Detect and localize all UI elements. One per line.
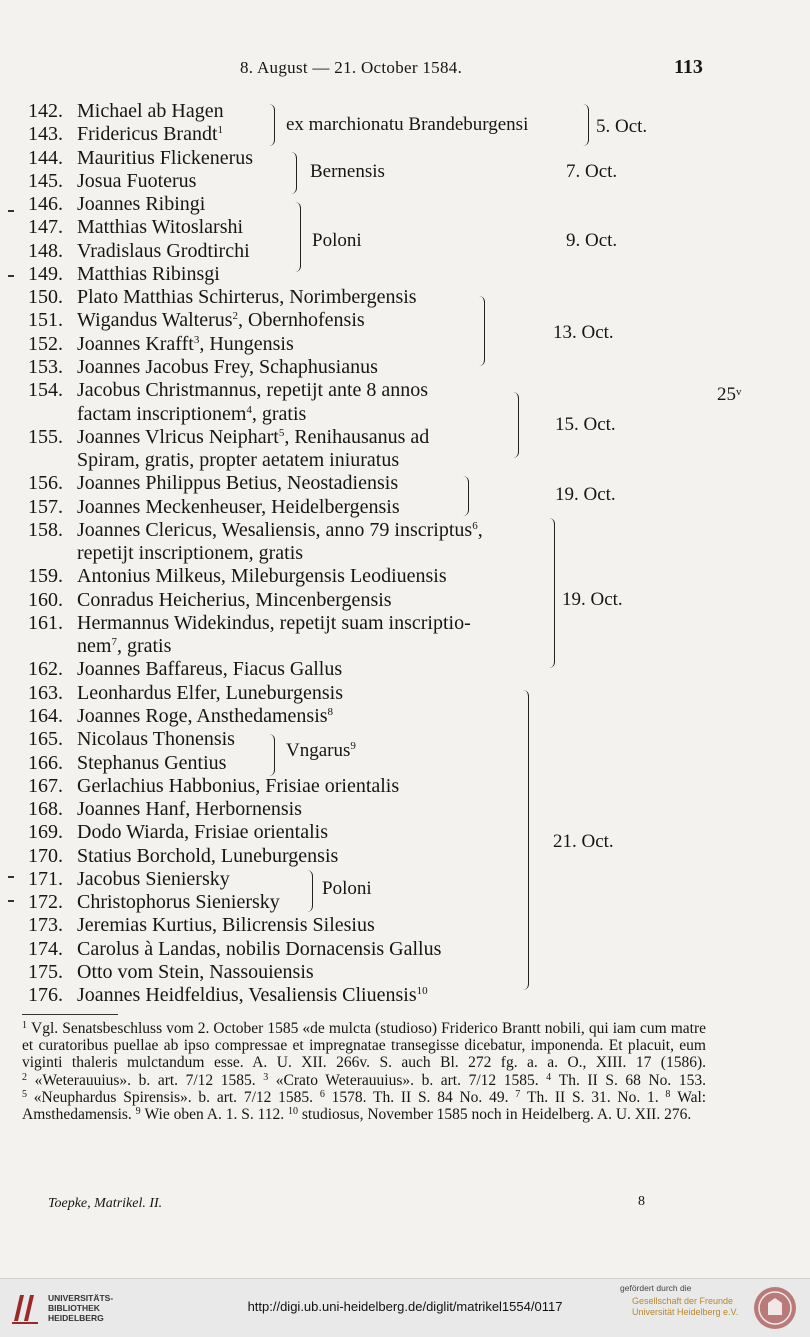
date-6: 19. Oct.	[555, 484, 616, 505]
entry-origin: , Obernhofensis	[238, 309, 365, 332]
entry-text	[77, 868, 230, 891]
footnote-number: 7	[515, 1088, 521, 1100]
entry-text	[77, 379, 428, 402]
brace-poloni-1	[292, 202, 301, 272]
entry-origin: , gratis	[251, 402, 307, 425]
entry-number: 164.	[28, 705, 63, 728]
footnote-number: 4	[546, 1071, 552, 1083]
entry-text	[77, 798, 302, 821]
entry-number: 168.	[28, 798, 63, 821]
brace-vngarus	[266, 734, 275, 776]
entry-name: Antonius Milkeus, Mileburgensis Leodiuensis	[77, 565, 447, 588]
library-name-line: BIBLIOTHEK	[48, 1303, 100, 1313]
footnote-text: «Neuphardus Spirensis». b. art. 7/12 1585.	[33, 1088, 314, 1106]
entry-text	[77, 984, 428, 1007]
footnote-ref: 10	[416, 985, 428, 998]
entry-text	[77, 216, 243, 239]
footnote-text: Wal: Amsthedamensis.	[22, 1088, 707, 1124]
margin-mark	[8, 210, 14, 212]
entry-name: Hermannus Widekindus, repetijt suam inscriptio-	[77, 611, 471, 634]
footnote-number: 6	[319, 1088, 325, 1100]
footnote-text: «Weterauuius». b. art. 7/12 1585.	[34, 1071, 256, 1089]
footnote-rule	[22, 1014, 118, 1015]
group-label-bernensis: Bernensis	[310, 161, 385, 182]
entry-name: Stephanus Gentius	[77, 751, 227, 774]
date-5: 15. Oct.	[555, 414, 616, 435]
entry-number: 161.	[28, 611, 63, 634]
entry-text	[77, 961, 314, 984]
entry-number: 163.	[28, 681, 63, 704]
entry-name: Otto vom Stein, Nassouiensis	[77, 960, 314, 983]
entry-number: 143.	[28, 123, 63, 146]
entry-text	[77, 914, 375, 937]
entry-text	[77, 309, 365, 332]
entry-number: 148.	[28, 239, 63, 262]
entry-number: 145.	[28, 169, 63, 192]
entry-number: 156.	[28, 472, 63, 495]
footnotes	[22, 1020, 706, 1123]
entry-name: Joannes Krafft	[77, 332, 194, 355]
entry-origin: ,	[477, 518, 483, 541]
entry-name: repetijt inscriptionem, gratis	[77, 542, 304, 565]
footnote-text: 1578. Th. II S. 84 No. 49.	[331, 1088, 509, 1106]
sponsor-name	[632, 1296, 738, 1318]
entry-number: 176.	[28, 984, 63, 1007]
footnote-text: Vgl. Senatsbeschluss vom 2. October 1585 «de mulcta (studioso) Friderico Brantt nobili, qui iam cum matre et curatoribus puellae ab ipso compressae et impregnatae transegisse dicebatur, imponenda. Et placuit, eum viginti thaleris mulctandum esse. A. U. XII. 266v. S. auch Bl. 272 fg. a. a. O., XIII. 17 (1586).	[22, 1020, 706, 1072]
entry-number: 153.	[28, 355, 63, 378]
entry-name: Joannes Heidfeldius, Vesaliensis Cliuensis	[77, 984, 417, 1007]
entry-text	[77, 565, 447, 588]
footnote-ref: 4	[246, 403, 252, 416]
footnote-text: Wie oben A. 1. S. 112.	[144, 1106, 285, 1124]
entry-origin: , Renihausanus ad	[284, 425, 430, 448]
entry-name: Christophorus Sieniersky	[77, 891, 280, 914]
margin-folio-number: 25	[717, 384, 736, 405]
permalink-url[interactable]: http://digi.ub.uni-heidelberg.de/diglit/matrikel1554/0117	[247, 1299, 563, 1314]
page-number: 113	[674, 56, 703, 78]
entry-name: Fridericus Brandt	[77, 123, 218, 146]
running-head-title: 8. August — 21. October 1584.	[240, 58, 463, 77]
entry-number: 149.	[28, 262, 63, 285]
footnote-ref: 7	[111, 636, 117, 649]
entry-text	[77, 100, 224, 123]
entry-name: Michael ab Hagen	[77, 100, 224, 122]
vngarus-footnote-mark: 9	[350, 740, 356, 752]
entry-text	[77, 891, 280, 914]
footnote-number: 3	[263, 1071, 269, 1083]
footnote-paragraph	[22, 1020, 706, 1123]
entry-text	[77, 449, 399, 472]
footnote-text: Th. II S. 31. No. 1.	[527, 1088, 659, 1106]
entry-name: Jacobus Christmannus, repetijt ante 8 annos	[77, 379, 429, 402]
footnote-ref: 3	[193, 333, 200, 346]
brace-15-oct	[510, 392, 519, 458]
entry-origin: , gratis	[116, 635, 172, 658]
entry-name: Matthias Witoslarshi	[77, 216, 244, 239]
entry-name: Joannes Vlricus Neiphart	[77, 425, 279, 448]
date-2: 7. Oct.	[566, 161, 618, 182]
date-7: 19. Oct.	[562, 589, 623, 610]
footnote-ref: 6	[472, 519, 478, 532]
entry-text	[77, 170, 196, 193]
brace-19-oct-a	[460, 476, 469, 516]
brace-19-oct-b	[546, 518, 555, 668]
brace-21-oct	[520, 690, 529, 990]
entry-number: 160.	[28, 588, 63, 611]
entry-text	[77, 612, 471, 635]
entry-name: Joannes Clericus, Wesaliensis, anno 79 inscriptus	[77, 518, 473, 541]
entry-origin: , Hungensis	[199, 332, 294, 355]
entry-number: 171.	[28, 867, 63, 890]
entry-text	[77, 775, 399, 798]
entry-number: 174.	[28, 937, 63, 960]
entry-name: factam inscriptionem	[77, 402, 247, 425]
entry-text	[77, 240, 250, 263]
entry-name: Joannes Ribingi	[77, 193, 206, 216]
margin-mark	[8, 900, 14, 902]
group-label-poloni-2: Poloni	[322, 878, 372, 899]
brace-poloni-2	[304, 870, 313, 912]
brace-brandeburg-outer	[580, 104, 589, 146]
entry-text	[77, 845, 338, 868]
entry-name: Statius Borchold, Luneburgensis	[77, 844, 339, 867]
entry-text	[77, 472, 398, 495]
entry-number: 142.	[28, 100, 63, 122]
group-label-vngarus	[286, 740, 356, 762]
entry-name: Leonhardus Elfer, Luneburgensis	[77, 681, 343, 704]
entry-name: Plato Matthias Schirterus, Norimbergensis	[77, 286, 417, 309]
entry-text	[77, 682, 343, 705]
entry-text	[77, 658, 342, 681]
entry-number: 173.	[28, 914, 63, 937]
footnote-number: 9	[135, 1106, 141, 1118]
entry-name: Gerlachius Habbonius, Frisiae orientalis	[77, 774, 400, 797]
footnote-ref: 1	[217, 124, 224, 137]
entry-text	[77, 635, 171, 658]
entry-name: Conradus Heicherius, Mincenbergensis	[77, 588, 392, 611]
sponsor-name-line: Universität Heidelberg e.V.	[632, 1307, 739, 1317]
margin-folio-sup: v	[736, 386, 742, 398]
footnote-number: 8	[665, 1088, 671, 1100]
entry-number: 151.	[28, 309, 63, 332]
entry-name: Vradislaus Grodtirchi	[77, 239, 250, 262]
signature-line: Toepke, Matrikel. II.	[48, 1196, 163, 1211]
entry-name: Mauritius Flickenerus	[77, 146, 254, 169]
footnote-text: studiosus, November 1585 noch in Heidelberg. A. U. XII. 276.	[301, 1106, 692, 1124]
entry-text	[77, 542, 303, 565]
entry-number: 162.	[28, 658, 63, 681]
entry-text	[77, 519, 483, 542]
entry-number: 170.	[28, 844, 63, 867]
vngarus-text: Vngarus	[286, 740, 351, 761]
footnote-ref: 8	[327, 706, 334, 719]
entry-name: Wigandus Walterus	[77, 309, 233, 332]
entry-text	[77, 403, 306, 426]
brace-13-oct	[476, 296, 485, 366]
footnote-number: 10	[288, 1106, 298, 1118]
entry-number: 154.	[28, 379, 63, 402]
entry-number: 166.	[28, 751, 63, 774]
date-8: 21. Oct.	[553, 831, 614, 852]
entry-number: 165.	[28, 728, 63, 751]
group-label-poloni-1: Poloni	[312, 230, 362, 251]
entry-name: Joannes Roge, Ansthedamensis	[77, 705, 328, 728]
entry-name: Jacobus Sieniersky	[77, 867, 230, 890]
entry-text	[77, 938, 441, 961]
footnote-number: 5	[22, 1088, 27, 1100]
entry-number: 175.	[28, 960, 63, 983]
brace-brandeburg	[266, 104, 275, 146]
footnote-ref: 5	[278, 426, 285, 439]
entry-text	[77, 496, 400, 519]
entry-name: Carolus à Landas, nobilis Dornacensis Gallus	[77, 937, 442, 960]
entry-number: 157.	[28, 495, 63, 518]
footnote-text: «Crato Weterauuius». b. art. 7/12 1585.	[275, 1071, 539, 1089]
footnote-text: Th. II S. 68 No. 153.	[558, 1071, 706, 1089]
brace-bernensis	[288, 152, 297, 194]
entry-name: Joannes Baffareus, Fiacus Gallus	[77, 658, 343, 681]
library-name-line: UNIVERSITÄTS-	[48, 1293, 114, 1303]
entry-text	[77, 356, 378, 379]
entry-text	[77, 705, 333, 728]
viewer-footer	[0, 1278, 810, 1337]
sponsor-name-line: Gesellschaft der Freunde	[632, 1296, 734, 1306]
footnote-number: 2	[22, 1071, 27, 1083]
entry-number: 155.	[28, 425, 63, 448]
entry-name: Joannes Hanf, Herbornensis	[77, 798, 302, 821]
margin-folio-note	[717, 384, 742, 406]
date-4: 13. Oct.	[553, 322, 614, 343]
entry-number: 158.	[28, 518, 63, 541]
entry-name: nem	[77, 635, 112, 658]
entry-text	[77, 728, 235, 751]
entry-text	[77, 589, 392, 612]
entry-number: 169.	[28, 821, 63, 844]
entry-number: 152.	[28, 332, 63, 355]
entry-text	[77, 752, 226, 775]
entry-number: 150.	[28, 286, 63, 309]
sponsor-seal-icon	[752, 1285, 798, 1331]
group-label-brandeburg: ex marchionatu Brandeburgensi	[286, 114, 529, 135]
entry-text	[77, 147, 253, 170]
margin-mark	[8, 876, 14, 878]
entry-number: 167.	[28, 774, 63, 797]
entry-name: Josua Fuoterus	[77, 169, 197, 192]
footnote-number: 1	[22, 1020, 27, 1031]
entry-text	[77, 821, 328, 844]
entry-name: Jeremias Kurtius, Bilicrensis Silesius	[77, 914, 375, 937]
entry-number: 172.	[28, 891, 63, 914]
entry-name: Joannes Jacobus Frey, Schaphusianus	[77, 355, 378, 378]
signature-mark: 8	[638, 1194, 645, 1209]
margin-mark	[8, 275, 14, 277]
entry-number: 146.	[28, 193, 63, 216]
entry-name: Nicolaus Thonensis	[77, 728, 235, 751]
entry-text	[77, 193, 205, 216]
date-1: 5. Oct.	[596, 116, 648, 137]
entry-number: 147.	[28, 216, 63, 239]
entry-name: Matthias Ribinsgi	[77, 262, 220, 285]
entry-number: 159.	[28, 565, 63, 588]
entry-number: 144.	[28, 146, 63, 169]
footnote-ref: 2	[232, 310, 239, 323]
entry-text	[77, 286, 417, 309]
entry-name: Spiram, gratis, propter aetatem iniuratus	[77, 449, 400, 472]
date-3: 9. Oct.	[566, 230, 618, 251]
entry-text	[77, 263, 220, 286]
entry-text	[77, 333, 294, 356]
entry-name: Joannes Philippus Betius, Neostadiensis	[77, 472, 399, 495]
entry-name: Dodo Wiarda, Frisiae orientalis	[77, 821, 328, 844]
library-name-line: HEIDELBERG	[48, 1313, 104, 1323]
sponsor-label: gefördert durch die	[620, 1283, 692, 1293]
running-head	[0, 58, 810, 82]
entry-text	[77, 426, 429, 449]
entry-text	[77, 123, 223, 146]
entry-name: Joannes Meckenheuser, Heidelbergensis	[77, 495, 400, 518]
